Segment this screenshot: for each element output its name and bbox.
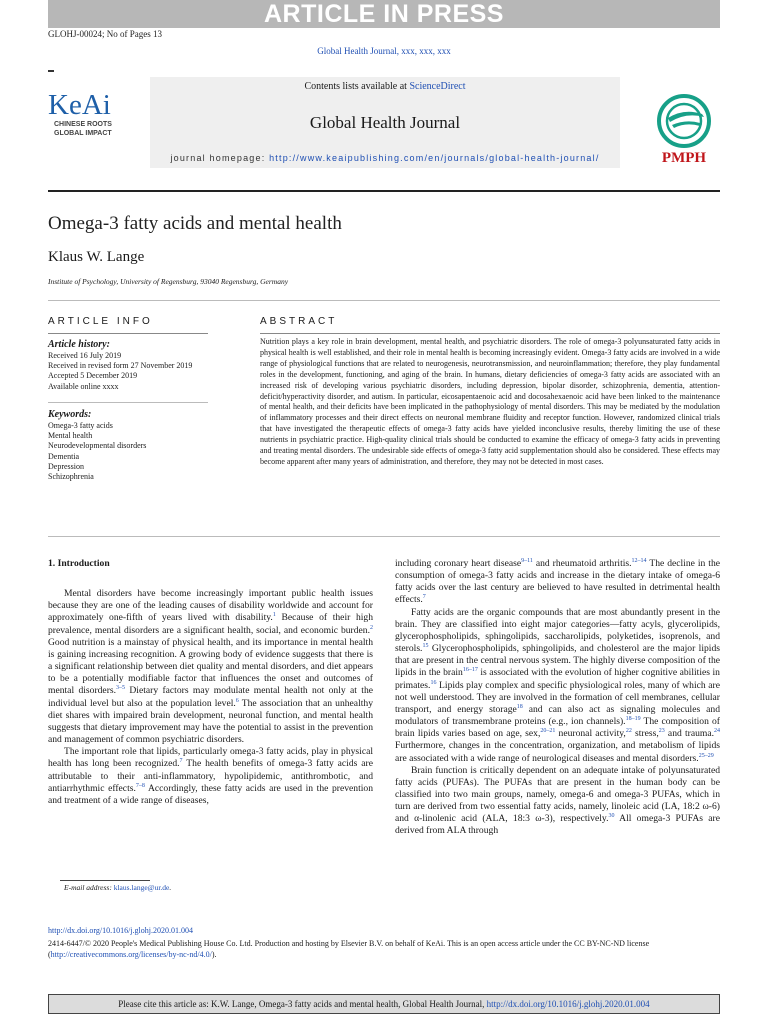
pmph-emblem-icon bbox=[646, 92, 722, 150]
citation-box bbox=[48, 994, 720, 1014]
abstract-text: Nutrition plays a key role in brain development, mental health, and psychiatric disorders. The role of omega-3 polyunsaturated fatty acids in physical health is well established, and their role in mental health is becoming increasingly evident. Omega-3 fatty acids are involved in a wide range of physiological functions that are related to neurogenesis, neurotransmission, and neuroinflammation; therefore, they play fundamental roles in the development, functioning, and aging of the brain. In humans, dietary deficiencies of omega-3 fatty acids are associated with an increased risk of developing various psychiatric disorders, including depression, bipolar disorder, schizophrenia, dementia, attention-deficit/hyperactivity disorder, and autism. In particular, eicosapentaenoic acid and docosahexaenoic acid have been linked to the maintenance of mental health, and their deficits have been implicated in the pathophysiology of mental disorders. This may be mediated by the modulation of inflammatory processes and their direct effects on neuronal membrane fluidity and receptor function. However, randomized clinical trials that have investigated the therapeutic effects of omega-3 fatty acids have yielded inconclusive results, thereby limiting the use of these nutrients in psychiatric practice. High-quality clinical trials should be conducted to examine the efficacy of omega-3 fatty acids in preventing and treating mental disorders. The undesirable side effects of omega-3 fatty acid supplementation should also be considered. These effects may become apparent after many years of administration, and therefore, they may not be detected in most cases. bbox=[260, 337, 720, 466]
history-entry: Accepted 5 December 2019 bbox=[48, 371, 138, 381]
paragraph-text: Accordingly, these fatty acids are used in the prevention and treatment of a wide range of diseases, bbox=[48, 782, 373, 806]
citation-link[interactable]: 18 bbox=[516, 703, 523, 710]
paragraph-text: Brain function is critically dependent on an adequate intake of polyunsaturated fatty acids (PUFAs). The PUFAs that are present in the human body can be classified into two main groups, namely, omega-6 and omega-3 PUFAs, which in turn are derived from two essential fatty acids, namely, linoleic acid (LA, 18:2 ω-6) and α-linolenic acid (ALA, 18:3 ω-3), respectively. bbox=[395, 764, 720, 825]
sciencedirect-link[interactable]: ScienceDirect bbox=[409, 81, 466, 92]
keywords-heading: Keywords: bbox=[48, 409, 92, 420]
paragraph-text: including coronary heart disease bbox=[395, 558, 522, 569]
citation-link[interactable]: 12–14 bbox=[631, 557, 647, 564]
email-link[interactable]: klaus.lange@ur.de bbox=[113, 883, 170, 892]
email-suffix: . bbox=[169, 883, 172, 892]
keywords-list bbox=[48, 409, 233, 482]
citation-link[interactable]: 18–19 bbox=[625, 715, 641, 722]
footnote-email bbox=[64, 883, 171, 892]
intro-paragraph-4 bbox=[395, 607, 720, 765]
article-info-heading: ARTICLE INFO bbox=[48, 316, 153, 327]
footnote-rule bbox=[60, 880, 150, 881]
paragraph-text: The important role that lipids, particularly omega-3 fatty acids, play in physical health has long been recognized. bbox=[48, 746, 373, 770]
history-rule bbox=[48, 402, 208, 403]
citation-link[interactable]: 7–8 bbox=[135, 782, 145, 789]
email-label: E-mail address: bbox=[64, 883, 114, 892]
top-rule-mark bbox=[48, 70, 54, 72]
paragraph-text: neuronal activity, bbox=[555, 728, 626, 740]
paragraph-text: stress, bbox=[631, 728, 659, 740]
abstract-bottom-rule bbox=[48, 536, 720, 537]
doi-line bbox=[48, 926, 193, 935]
paragraph-text: Lipids play complex and specific physiological roles, many of which are not well understood. They are involved in the formation of cell membranes, cellular transport, and energy storage bbox=[395, 679, 720, 715]
pmph-wordmark: PMPH bbox=[661, 150, 707, 166]
history-entry: Received 16 July 2019 bbox=[48, 351, 122, 360]
citation-link[interactable]: 1 bbox=[272, 612, 276, 619]
keyword-item: Omega-3 fatty acids bbox=[48, 421, 113, 430]
doi-link[interactable]: http://dx.doi.org/10.1016/j.glohj.2020.01.004 bbox=[48, 926, 193, 935]
paragraph-text: Fatty acids are the organic compounds that are most abundantly present in the brain. They are classified into eight major categories—fatty acyls, glycerolipids, glycerophospholipids, sphingolipids, saccharolipids, polyketides, isoprenols, and sterols. bbox=[395, 606, 720, 655]
journal-header-box bbox=[150, 77, 620, 168]
homepage-prefix: journal homepage: bbox=[170, 153, 270, 163]
copyright-notice bbox=[48, 938, 720, 960]
body-column-right bbox=[395, 558, 720, 838]
paragraph-text: Mental disorders have become increasingly important public health issues because they are one of the leading causes of disability worldwide and account for approximately one-fifth of years lived with disability. bbox=[48, 588, 373, 624]
citation-link[interactable]: 15 bbox=[422, 642, 429, 649]
journal-reference-text[interactable]: Global Health Journal, xxx, xxx, xxx bbox=[317, 46, 451, 56]
history-entry: Received in revised form 27 November 2019 bbox=[48, 361, 193, 371]
keyword-item: Dementia bbox=[48, 451, 80, 461]
journal-homepage-line bbox=[150, 153, 620, 163]
journal-title: Global Health Journal bbox=[309, 113, 461, 132]
citation-link[interactable]: 9–11 bbox=[521, 557, 533, 564]
citation-text: Please cite this article as: K.W. Lange, Omega-3 fatty acids and mental health, Global Health Journal, bbox=[118, 999, 487, 1009]
paragraph-text: All omega-3 PUFAs are derived from ALA through bbox=[395, 813, 720, 837]
paragraph-text: Glycerophospholipids, sphingolipids, and cholesterol are the major lipids that are present in the central nervous system. The highly diverse composition of the lipids in the brain bbox=[395, 643, 720, 679]
keyword-item: Schizophrenia bbox=[48, 472, 94, 482]
keai-logo bbox=[48, 90, 138, 138]
document-id: GLOHJ-00024; No of Pages 13 bbox=[48, 29, 162, 39]
citation-link[interactable]: 23 bbox=[658, 728, 665, 734]
section-heading-introduction: 1. Introduction bbox=[48, 558, 110, 569]
intro-paragraph-2 bbox=[48, 746, 373, 807]
intro-paragraph-3 bbox=[395, 558, 720, 607]
abstract-rule bbox=[260, 333, 720, 334]
citation-link[interactable]: 3–5 bbox=[116, 685, 126, 692]
author-affiliation: Institute of Psychology, University of Regensburg, 93040 Regensburg, Germany bbox=[48, 277, 289, 286]
article-history-heading: Article history: bbox=[48, 339, 110, 350]
citation-link[interactable]: 24 bbox=[714, 728, 720, 734]
citation-link[interactable]: 16–17 bbox=[462, 667, 478, 674]
citation-link[interactable]: 22 bbox=[625, 728, 632, 734]
paragraph-text: Furthermore, changes in the concentration, organization, and metabolism of lipids are associated with a wide range of neurological diseases and mental disorders. bbox=[395, 740, 720, 764]
contents-available-line bbox=[150, 81, 620, 92]
license-link[interactable]: http://creativecommons.org/licenses/by-nc-nd/4.0/ bbox=[50, 950, 212, 959]
abstract-heading: ABSTRACT bbox=[260, 316, 338, 327]
header-rule bbox=[48, 190, 720, 192]
intro-paragraph-5 bbox=[395, 765, 720, 838]
paragraph-text: and trauma. bbox=[664, 728, 714, 740]
paragraph-text: is associated with the evolution of higher cognitive abilities in primates. bbox=[395, 667, 720, 691]
article-history bbox=[48, 339, 233, 392]
paragraph-text: and rheumatoid arthritis. bbox=[532, 558, 632, 569]
article-title: Omega-3 fatty acids and mental health bbox=[48, 213, 342, 234]
keyword-item: Neurodevelopmental disorders bbox=[48, 441, 147, 451]
affiliation-rule bbox=[48, 300, 720, 301]
pmph-logo bbox=[646, 92, 722, 170]
citation-link[interactable]: 2 bbox=[370, 624, 373, 631]
citation-link[interactable]: 6 bbox=[235, 697, 239, 704]
article-info-rule bbox=[48, 333, 208, 334]
homepage-url-link[interactable]: http://www.keaipublishing.com/en/journals/global-health-journal/ bbox=[269, 153, 600, 163]
keai-tagline-2: GLOBAL IMPACT bbox=[54, 130, 112, 137]
keai-tagline-1: CHINESE ROOTS bbox=[54, 121, 112, 128]
paragraph-text: and can also act as signaling molecules and modulators of transmembrane proteins (e.g., ion channels). bbox=[395, 703, 720, 728]
contents-prefix: Contents lists available at bbox=[304, 81, 410, 92]
journal-reference-link[interactable] bbox=[0, 46, 768, 56]
history-entry: Available online xxxx bbox=[48, 381, 119, 391]
citation-link[interactable]: 25–29 bbox=[698, 752, 714, 759]
paragraph-text: Dietary factors may modulate mental health not only at the individual level but also at the population level. bbox=[48, 685, 373, 709]
citation-link[interactable]: 20–21 bbox=[540, 728, 556, 734]
copyright-text: 2414-6447/© 2020 People's Medical Publishing House Co. Ltd. Production and hosting by Elsevier B.V. on behalf of KeAi. This is an open access article under the CC BY-NC-ND license ( bbox=[48, 939, 650, 959]
paragraph-text: Good nutrition is a mainstay of physical health, and its importance in mental health is gaining increasing recognition. A growing body of evidence suggests that there is a significant relationship between diet quality and mental disorders, and diet appears to be a potentially modifiable factor that influences the onset and outcomes of mental disorders. bbox=[48, 636, 373, 697]
paragraph-text: The health benefits of omega-3 fatty acids are attributable to their anti-inflammatory, hypolipidemic, antithrombotic, and antiarrhythmic effects. bbox=[48, 758, 373, 794]
paragraph-text: The composition of brain lipids varies based on age, sex, bbox=[395, 716, 720, 740]
citation-doi-link[interactable]: http://dx.doi.org/10.1016/j.glohj.2020.01.004 bbox=[486, 999, 650, 1009]
paragraph-text: Because of their high prevalence, mental disorders are a significant health, social, and economic burden. bbox=[48, 612, 374, 636]
citation-link[interactable]: 7 bbox=[179, 758, 183, 765]
article-author: Klaus W. Lange bbox=[48, 249, 145, 265]
intro-paragraph-1 bbox=[48, 588, 373, 746]
citation-link[interactable]: 30 bbox=[608, 813, 615, 820]
citation-link[interactable]: 7 bbox=[422, 594, 426, 601]
body-column-left bbox=[48, 558, 373, 807]
keyword-item: Depression bbox=[48, 461, 84, 471]
keai-wordmark: KeAi bbox=[48, 89, 111, 121]
article-in-press-banner: ARTICLE IN PRESS bbox=[48, 0, 720, 28]
copyright-end: ). bbox=[211, 950, 217, 959]
citation-link[interactable]: 16 bbox=[430, 679, 437, 686]
keyword-item: Mental health bbox=[48, 431, 93, 441]
paragraph-text: The decline in the consumption of omega-3 fatty acids and increase in the dietary intake of omega-6 fatty acids over the last century are believed to have resulted in detrimental health effects. bbox=[395, 558, 721, 606]
paragraph-text: The association that an unhealthy diet shares with impaired brain development, neuronal function, and mental health suggests that dietary improvement may have the potential to assist in the prevention and management of common psychiatric disorders. bbox=[48, 697, 373, 746]
